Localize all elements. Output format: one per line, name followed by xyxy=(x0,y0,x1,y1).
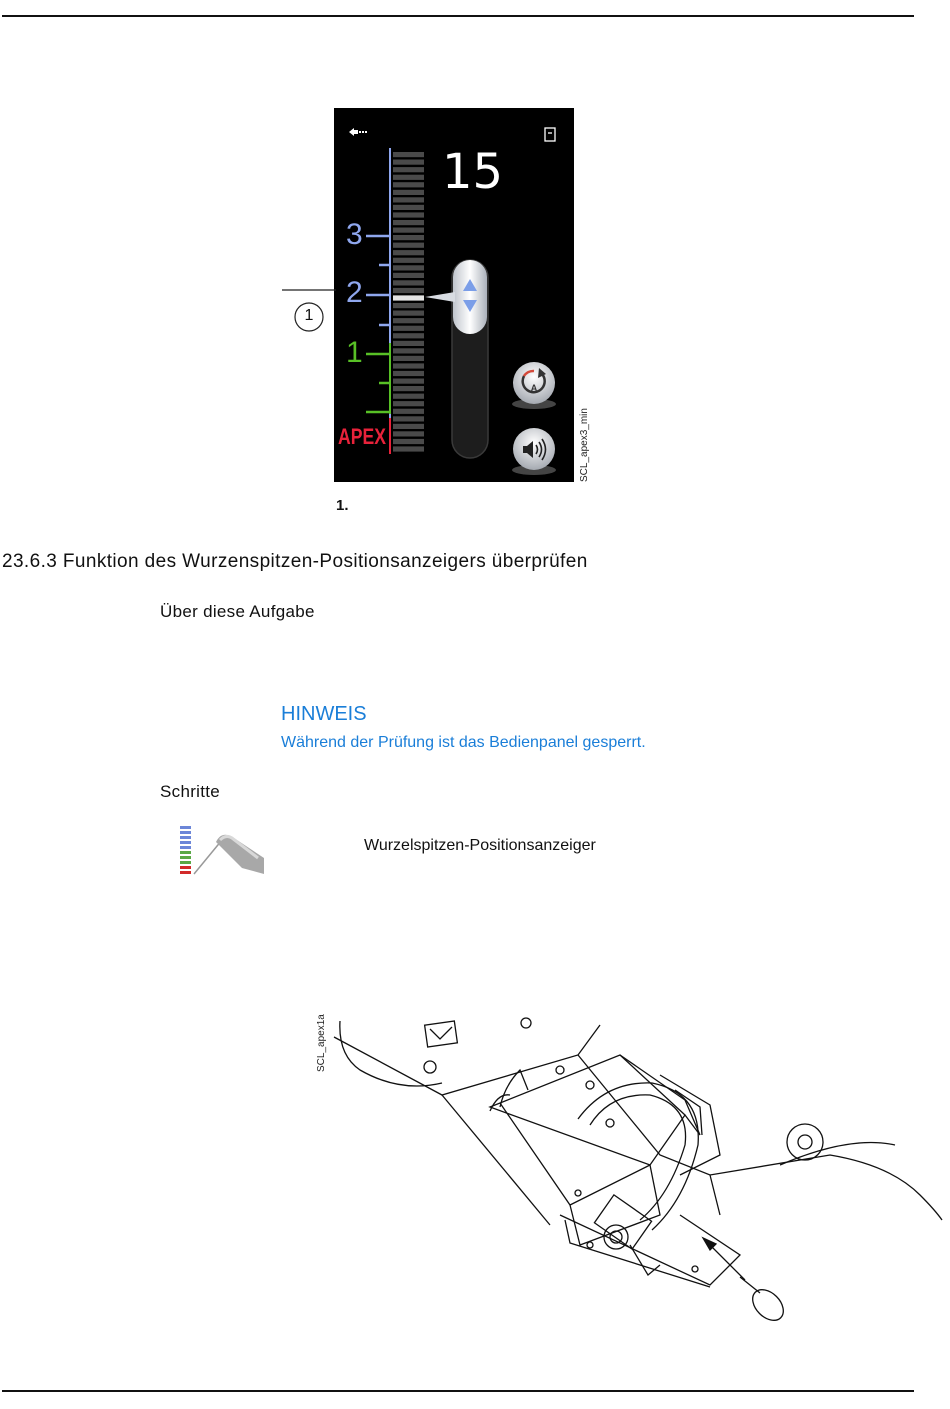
apex-locator-icon xyxy=(172,822,266,880)
depth-bar-segment xyxy=(393,182,424,187)
depth-bar-segment xyxy=(393,424,424,429)
scale-label-2: 2 xyxy=(346,276,363,309)
about-task-heading: Über diese Aufgabe xyxy=(160,602,315,621)
depth-bar-segment xyxy=(393,363,424,368)
back-arrow-icon[interactable] xyxy=(349,128,367,136)
depth-bar-segment xyxy=(393,197,424,202)
depth-bar-segment xyxy=(393,220,424,225)
auto-reverse-button[interactable] xyxy=(512,362,556,409)
depth-bar-segment xyxy=(393,212,424,217)
depth-bar-segment xyxy=(393,258,424,263)
apex-connector-drawing xyxy=(330,1015,945,1335)
scale-label-3: 3 xyxy=(346,218,363,251)
depth-bar-segment xyxy=(393,333,424,338)
depth-value: 15 xyxy=(442,144,504,200)
depth-bar-segment xyxy=(393,250,424,255)
depth-bar-segment xyxy=(393,288,424,293)
depth-bar-segment xyxy=(393,311,424,316)
depth-bar-segment xyxy=(393,356,424,361)
depth-bar-segment xyxy=(393,243,424,248)
scale-label-1: 1 xyxy=(346,336,363,369)
step-icon-label: Wurzelspitzen-Positionsanzeiger xyxy=(364,837,596,854)
figure1-image-code: SCL_apex3_min xyxy=(579,408,590,482)
depth-bar-segment xyxy=(393,303,424,308)
sound-button[interactable] xyxy=(512,428,556,475)
depth-bar-segment xyxy=(393,348,424,353)
depth-bar-segment xyxy=(393,409,424,414)
depth-bar-segment xyxy=(393,416,424,421)
steps-heading: Schritte xyxy=(160,782,221,801)
document-icon[interactable] xyxy=(545,128,555,141)
callout-number: 1 xyxy=(304,307,314,324)
depth-bar-segment xyxy=(393,379,424,384)
depth-bar-segment xyxy=(393,431,424,436)
note-text: Während der Prüfung ist das Bedienpanel gesperrt. xyxy=(281,734,646,751)
depth-bar-segment xyxy=(393,386,424,391)
depth-bar-segment xyxy=(393,273,424,278)
depth-bar-segments xyxy=(393,152,424,452)
note-title: HINWEIS xyxy=(281,703,367,725)
depth-bar-segment xyxy=(393,446,424,451)
depth-bar-segment xyxy=(393,341,424,346)
depth-bar-segment xyxy=(393,175,424,180)
depth-bar-segment xyxy=(393,205,424,210)
top-rule xyxy=(2,15,914,17)
depth-bar-active-segment xyxy=(393,295,424,300)
apex-label: APEX xyxy=(338,424,386,449)
section-heading: 23.6.3 Funktion des Wurzenspitzen-Positionsanzeigers überprüfen xyxy=(2,551,588,572)
scale-ticks xyxy=(366,236,390,412)
depth-bar-segment xyxy=(393,318,424,323)
svg-text:A: A xyxy=(530,383,538,393)
depth-bar-segment xyxy=(393,371,424,376)
depth-bar-segment xyxy=(393,235,424,240)
depth-bar-segment xyxy=(393,326,424,331)
slider-handle[interactable] xyxy=(425,260,487,334)
depth-bar-segment xyxy=(393,228,424,233)
depth-bar-segment xyxy=(393,401,424,406)
depth-bar-segment xyxy=(393,394,424,399)
depth-bar-segment xyxy=(393,190,424,195)
apex-display-screen xyxy=(334,108,574,482)
depth-bar-segment xyxy=(393,160,424,165)
depth-bar-segment xyxy=(393,167,424,172)
figure1-caption: 1. xyxy=(336,497,349,514)
depth-bar-segment xyxy=(393,439,424,444)
depth-bar-segment xyxy=(393,280,424,285)
depth-bar-segment xyxy=(393,265,424,270)
depth-bar-segment xyxy=(393,152,424,157)
bottom-rule xyxy=(2,1390,914,1392)
figure2-image-code: SCL_apex1a xyxy=(316,1014,327,1072)
